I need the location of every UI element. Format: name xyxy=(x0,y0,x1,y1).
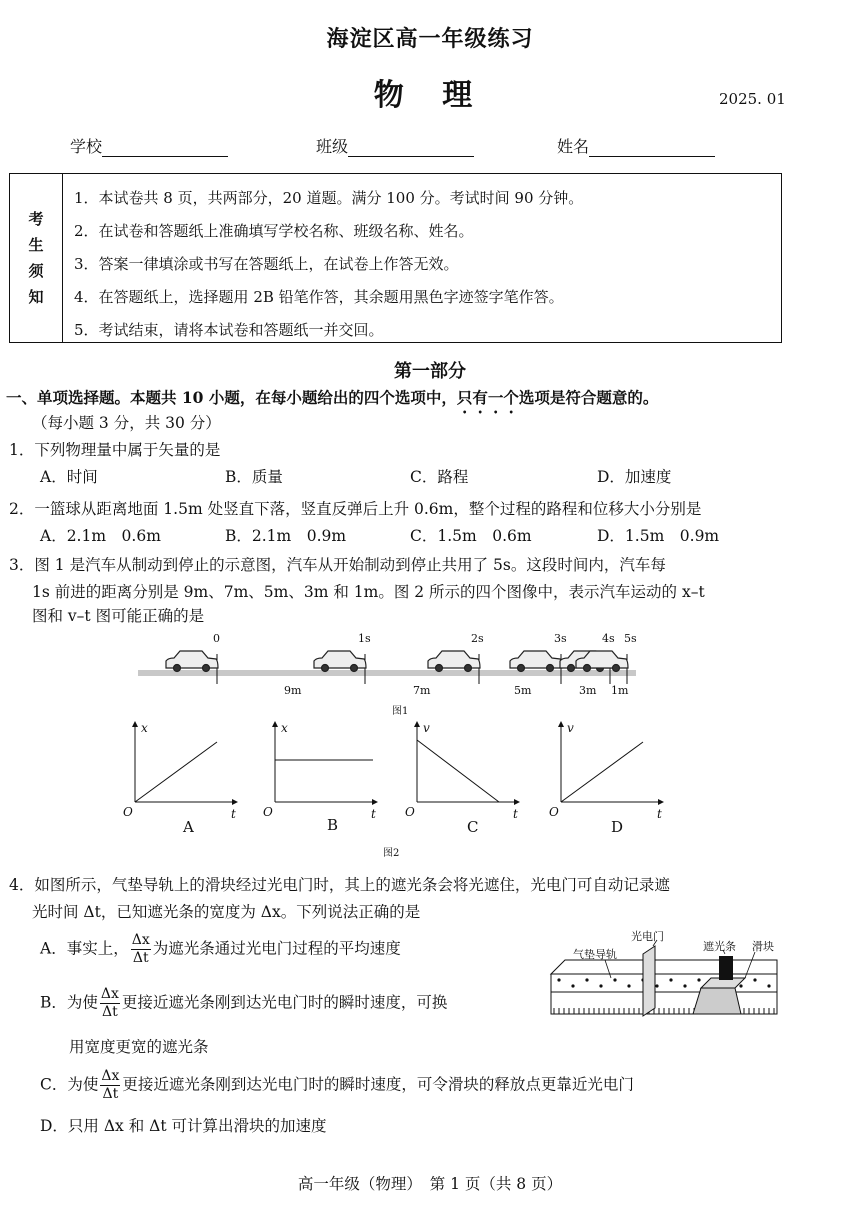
q4-option-a-post: 为遮光条通过光电门过程的平均速度 xyxy=(152,939,401,958)
graph-c-origin: O xyxy=(405,805,415,819)
graph-a-label: A xyxy=(183,818,194,836)
graph-d-y-label: v xyxy=(567,721,574,735)
graph-d-origin: O xyxy=(549,805,559,819)
time-label: 2s xyxy=(471,632,484,645)
q1-option-b: B．质量 xyxy=(225,468,283,486)
air-hole xyxy=(697,978,700,981)
exam-subject: 物 理 xyxy=(373,78,487,113)
heading-emph: 只有一个 xyxy=(456,388,519,407)
q4-option-b-pre: B．为使 xyxy=(40,993,98,1012)
graph-c-x-label: t xyxy=(513,807,518,821)
air-hole xyxy=(627,984,630,987)
label-slider: 滑块 xyxy=(752,940,774,953)
q4-option-a-pre: A．事实上， xyxy=(40,939,129,958)
figure-2-caption: 图2 xyxy=(383,848,400,859)
q3-line-3: 图和 v–t 图可能正确的是 xyxy=(32,607,205,625)
notice-item: 3．答案一律填涂或书写在答题纸上，在试卷上作答无效。 xyxy=(74,255,459,273)
label-air-track: 气垫导轨 xyxy=(573,948,617,961)
air-hole xyxy=(753,978,756,981)
graph-d-line xyxy=(561,742,643,802)
q3-line-2: 1s 前进的距离分别是 9m、7m、5m、3m 和 1m。图 2 所示的四个图像中，表示汽车运动的 x–t xyxy=(32,583,705,601)
time-label: 0 xyxy=(213,632,220,645)
air-hole xyxy=(739,984,742,987)
graph-a-line xyxy=(135,742,217,802)
notice-item: 2．在试卷和答题纸上准确填写学校名称、班级名称、姓名。 xyxy=(74,222,474,240)
air-hole xyxy=(669,978,672,981)
car-icon xyxy=(510,651,562,672)
class-blank xyxy=(348,140,474,157)
q2-option-d: D．1.5m 0.9m xyxy=(597,527,720,545)
graph-c-label: C xyxy=(467,818,479,836)
label-photogate: 光电门 xyxy=(631,930,664,943)
school-blank xyxy=(102,140,228,157)
q4-option-b xyxy=(40,986,447,1021)
distance-label: 1m xyxy=(611,684,629,697)
air-hole xyxy=(571,984,574,987)
page-footer: 高一年级（物理） 第 1 页（共 8 页） xyxy=(297,1175,563,1193)
label-shading-strip: 遮光条 xyxy=(703,940,736,953)
q2-option-b: B．2.1m 0.9m xyxy=(225,527,347,545)
dx-dt-fraction xyxy=(100,1068,120,1103)
class-field xyxy=(316,134,474,157)
air-hole xyxy=(585,978,588,981)
q1-option-c: C．路程 xyxy=(410,468,469,486)
q2-option-c: C．1.5m 0.6m xyxy=(410,527,532,545)
notice-item: 1．本试卷共 8 页，共两部分，20 道题。满分 100 分。考试时间 90 分钟。 xyxy=(74,189,584,207)
graph-b-origin: O xyxy=(263,805,273,819)
air-hole xyxy=(655,984,658,987)
dx-dt-fraction xyxy=(131,932,151,967)
notice-label-char: 须 xyxy=(28,262,44,280)
frac-den: Δt xyxy=(132,950,149,966)
frac-den: Δt xyxy=(102,1086,119,1102)
name-blank xyxy=(589,140,715,157)
notice-item: 4．在答题纸上，选择题用 2B 铅笔作答，其余题用黑色字迹签字笔作答。 xyxy=(74,288,564,306)
frac-num: Δx xyxy=(131,932,150,948)
shading-strip xyxy=(719,956,733,980)
school-field xyxy=(70,134,228,157)
time-label: 5s xyxy=(624,632,637,645)
q4-line-2: 光时间 Δt，已知遮光条的宽度为 Δx。下列说法正确的是 xyxy=(32,903,421,921)
q1-option-a: A．时间 xyxy=(40,468,98,486)
q4-option-b-cont: 用宽度更宽的遮光条 xyxy=(69,1038,209,1056)
distance-label: 9m xyxy=(284,684,302,697)
name-field xyxy=(557,134,715,157)
q4-option-d: D．只用 Δx 和 Δt 可计算出滑块的加速度 xyxy=(40,1117,327,1135)
air-hole xyxy=(683,984,686,987)
figure-1-car-braking xyxy=(130,628,650,720)
graph-c-line xyxy=(417,740,499,802)
graph-a-y-label: x xyxy=(141,721,148,735)
q2-stem: 2．一篮球从距离地面 1.5m 处竖直下落，竖直反弹后上升 0.6m，整个过程的路程和位移大小分别是 xyxy=(9,500,702,518)
air-hole xyxy=(613,978,616,981)
frac-num: Δx xyxy=(100,986,119,1002)
car-icon xyxy=(428,651,480,672)
q4-line-1: 4．如图所示，气垫导轨上的滑块经过光电门时，其上的遮光条会将光遮住，光电门可自动记录遮 xyxy=(9,876,670,894)
q4-option-c-pre: C．为使 xyxy=(40,1075,99,1094)
distance-label: 7m xyxy=(413,684,431,697)
q2-option-a: A．2.1m 0.6m xyxy=(40,527,161,545)
car-icon xyxy=(166,651,218,672)
frac-num: Δx xyxy=(101,1068,120,1084)
frac-den: Δt xyxy=(102,1004,118,1020)
section-note: （每小题 3 分，共 30 分） xyxy=(32,414,221,432)
notice-label xyxy=(10,174,63,342)
graph-d-x-label: t xyxy=(657,807,662,821)
air-track-figure xyxy=(545,926,785,1026)
graph-c-y-label: v xyxy=(423,721,430,735)
slider-body xyxy=(693,988,741,1014)
figure-2-graphs xyxy=(115,720,675,860)
q3-line-1: 3．图 1 是汽车从制动到停止的示意图，汽车从开始制动到停止共用了 5s。这段时间内，汽车每 xyxy=(9,556,666,574)
notice-items xyxy=(74,182,583,347)
section-title: 第一部分 xyxy=(394,361,466,382)
exam-notice xyxy=(9,173,782,343)
distance-label: 3m xyxy=(579,684,597,697)
heading-post: 选项是符合题意的。 xyxy=(518,388,659,407)
school-label: 学校 xyxy=(70,137,103,156)
notice-label-char: 知 xyxy=(28,288,44,306)
q1-stem: 1．下列物理量中属于矢量的是 xyxy=(9,441,221,459)
graph-b-x-label: t xyxy=(371,807,376,821)
name-label: 姓名 xyxy=(557,137,590,156)
q4-option-b-post: 更接近遮光条刚到达光电门时的瞬时速度，可换 xyxy=(121,993,448,1012)
air-hole xyxy=(557,978,560,981)
dx-dt-fraction xyxy=(100,986,120,1021)
q1-option-d: D．加速度 xyxy=(597,468,672,486)
time-label: 3s xyxy=(554,632,567,645)
graph-a-origin: O xyxy=(123,805,133,819)
track-top xyxy=(551,960,777,974)
notice-label-char: 生 xyxy=(28,236,44,254)
time-label: 1s xyxy=(358,632,371,645)
exam-title: 海淀区高一年级练习 xyxy=(326,26,534,52)
distance-label: 5m xyxy=(514,684,532,697)
graph-b-y-label: x xyxy=(281,721,288,735)
graph-a-x-label: t xyxy=(231,807,236,821)
exam-date: 2025. 01 xyxy=(719,90,786,108)
notice-label-char: 考 xyxy=(28,210,44,228)
photogate xyxy=(643,946,655,1016)
air-hole xyxy=(767,984,770,987)
class-label: 班级 xyxy=(316,137,349,156)
q4-option-c xyxy=(40,1068,634,1103)
air-hole xyxy=(599,984,602,987)
q4-option-c-post: 更接近遮光条刚到达光电门时的瞬时速度，可令滑块的释放点更靠近光电门 xyxy=(122,1075,634,1094)
q4-option-a xyxy=(40,932,401,967)
graph-b-label: B xyxy=(327,816,339,834)
time-label: 4s xyxy=(602,632,615,645)
car-icon xyxy=(314,651,366,672)
graph-d-label: D xyxy=(611,818,624,836)
heading-pre: 一、单项选择题。本题共 10 小题，在每小题给出的四个选项中， xyxy=(6,388,457,407)
figure-1-caption: 图1 xyxy=(392,706,409,717)
notice-item: 5．考试结束，请将本试卷和答题纸一并交回。 xyxy=(74,321,384,339)
